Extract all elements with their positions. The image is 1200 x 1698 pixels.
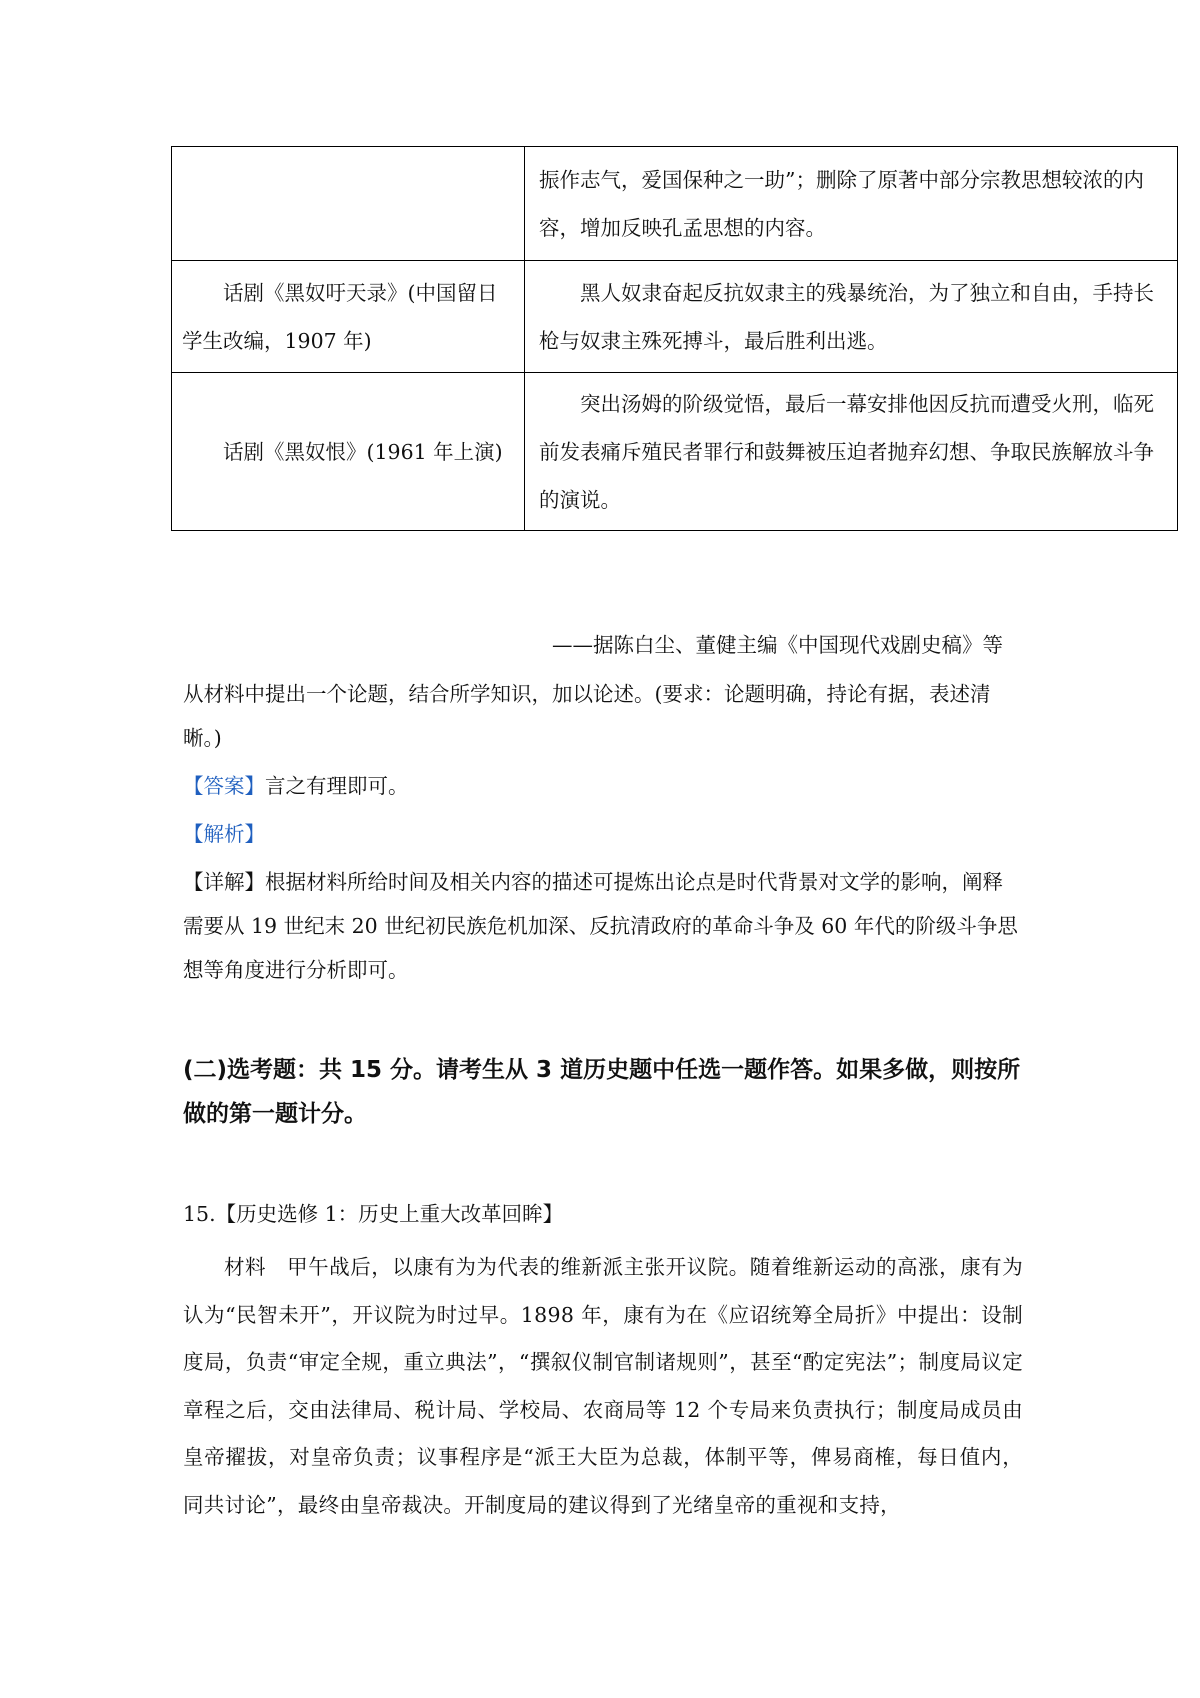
detail-text: 根据材料所给时间及相关内容的描述可提炼出论点是时代背景对文学的影响，阐释需要从 19 世纪末 20 世纪初民族危机加深、反抗清政府的革命斗争及 60 年代的阶级斗争思想等角度进行分析即可。 [183, 870, 1018, 982]
table-row [172, 261, 1178, 373]
source-citation: ——据陈白尘、董健主编《中国现代戏剧史稿》等 [552, 633, 1003, 657]
table-cell-title: 话剧《黑奴吁天录》(中国留日学生改编，1907 年) [172, 261, 525, 373]
question-prompt: 从材料中提出一个论题，结合所学知识，加以论述。(要求：论题明确，持论有据，表述清晰。) [183, 682, 991, 750]
section-heading: (二)选考题：共 15 分。请考生从 3 道历史题中任选一题作答。如果多做，则按所做的第一题计分。 [183, 1057, 1021, 1127]
analysis-block [183, 812, 1021, 856]
question-15-title: 15.【历史选修 1：历史上重大改革回眸】 [183, 1202, 564, 1226]
detail-block [183, 860, 1021, 992]
answer-tag: 【答案】 [183, 774, 265, 798]
table-cell-desc: 振作志气，爱国保种之一助”；删除了原著中部分宗教思想较浓的内容，增加反映孔孟思想的内容。 [525, 147, 1178, 261]
answer-block [183, 764, 1021, 808]
table-cell-desc: 突出汤姆的阶级觉悟，最后一幕安排他因反抗而遭受火刑，临死前发表痛斥殖民者罪行和鼓舞被压迫者抛弃幻想、争取民族解放斗争的演说。 [525, 373, 1178, 531]
material-table [171, 146, 1178, 531]
table-cell-title [172, 147, 525, 261]
question-15-material: 材料 甲午战后，以康有为为代表的维新派主张开议院。随着维新运动的高涨，康有为认为“民智未开”，开议院为时过早。1898 年，康有为在《应诏统筹全局折》中提出：设制度局，负责“审定全规，重立典法”，“撰叙仪制官制诸规则”，甚至“酌定宪法”；制度局议定章程之后，交由法律局、税计局、学校局、农商局等 12 个专局来负责执行；制度局成员由皇帝擢拔，对皇帝负责；议事程序是“派王大臣为总裁，体制平等，俾易商榷，每日值内，同共讨论”，最终由皇帝裁决。开制度局的建议得到了光绪皇帝的重视和支持， [183, 1255, 1023, 1517]
answer-text: 言之有理即可。 [265, 774, 409, 798]
table-row [172, 147, 1178, 261]
table-cell-title: 话剧《黑奴恨》(1961 年上演) [172, 373, 525, 531]
detail-tag: 【详解】 [183, 870, 265, 894]
table-cell-desc: 黑人奴隶奋起反抗奴隶主的残暴统治，为了独立和自由，手持长枪与奴隶主殊死搏斗，最后胜利出逃。 [525, 261, 1178, 373]
analysis-tag: 【解析】 [183, 822, 265, 846]
table-row [172, 373, 1178, 531]
